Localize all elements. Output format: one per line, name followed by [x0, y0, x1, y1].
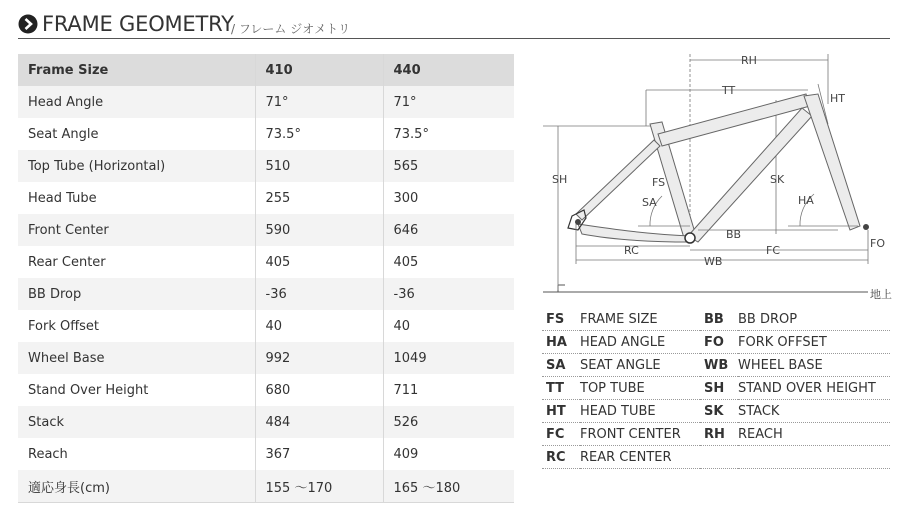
legend-abbr: HA	[542, 331, 580, 354]
legend-name: HEAD ANGLE	[580, 331, 700, 354]
legend-name: STAND OVER HEIGHT	[738, 377, 890, 400]
label-fc: FC	[766, 244, 781, 257]
legend-abbr: BB	[700, 308, 738, 331]
legend-abbr: TT	[542, 377, 580, 400]
legend-name: REAR CENTER	[580, 446, 700, 469]
legend-abbr: SH	[700, 377, 738, 400]
legend-name	[738, 446, 890, 469]
row-label: Head Tube	[18, 182, 255, 214]
cell-value: 409	[383, 438, 514, 470]
legend-name: REACH	[738, 423, 890, 446]
cell-value: 646	[383, 214, 514, 246]
cell-value: 405	[255, 246, 383, 278]
cell-value: 526	[383, 406, 514, 438]
column-header: 440	[383, 54, 514, 86]
legend-abbr: HT	[542, 400, 580, 423]
legend-row	[542, 400, 890, 423]
row-label: Top Tube (Horizontal)	[18, 150, 255, 182]
section-header	[18, 12, 890, 39]
legend-abbr: FC	[542, 423, 580, 446]
fork	[804, 94, 860, 230]
row-label: Reach	[18, 438, 255, 470]
row-label: Stand Over Height	[18, 374, 255, 406]
legend-abbr: WB	[700, 354, 738, 377]
legend-abbr: FO	[700, 331, 738, 354]
column-header: 410	[255, 54, 383, 86]
legend-row	[542, 446, 890, 469]
table-header-row	[18, 54, 514, 86]
legend-name: WHEEL BASE	[738, 354, 890, 377]
legend-name: FRAME SIZE	[580, 308, 700, 331]
label-ha: HA	[798, 194, 814, 207]
table-row	[18, 374, 514, 406]
cell-value: 565	[383, 150, 514, 182]
label-fs: FS	[652, 176, 666, 189]
legend-row	[542, 354, 890, 377]
legend-name: STACK	[738, 400, 890, 423]
legend-name: FRONT CENTER	[580, 423, 700, 446]
cell-value: 71°	[255, 86, 383, 118]
label-tt: TT	[722, 84, 736, 97]
label-ground: 地上	[870, 288, 892, 301]
legend-row	[542, 331, 890, 354]
chain-stay	[578, 224, 690, 242]
label-bb: BB	[726, 228, 742, 241]
row-label: Stack	[18, 406, 255, 438]
frame-geometry-diagram	[538, 44, 894, 302]
cell-value: 484	[255, 406, 383, 438]
label-rh: RH	[741, 54, 757, 67]
row-label: 適応身長(cm)	[18, 470, 255, 503]
label-sh: SH	[552, 173, 568, 186]
cell-value: 680	[255, 374, 383, 406]
chevron-right-circle-icon	[18, 14, 38, 34]
legend-abbr: SA	[542, 354, 580, 377]
cell-value: 711	[383, 374, 514, 406]
table-row	[18, 310, 514, 342]
row-label: BB Drop	[18, 278, 255, 310]
cell-value: -36	[383, 278, 514, 310]
row-label: Front Center	[18, 214, 255, 246]
table-row	[18, 214, 514, 246]
legend-abbr: RC	[542, 446, 580, 469]
legend-name: TOP TUBE	[580, 377, 700, 400]
legend-name: BB DROP	[738, 308, 890, 331]
label-sk: SK	[770, 173, 785, 186]
row-label: Rear Center	[18, 246, 255, 278]
cell-value: 590	[255, 214, 383, 246]
label-rc: RC	[624, 244, 639, 257]
cell-value: 73.5°	[255, 118, 383, 150]
table-row	[18, 342, 514, 374]
legend-name: FORK OFFSET	[738, 331, 890, 354]
table-row	[18, 406, 514, 438]
label-sa: SA	[642, 196, 657, 209]
table-row	[18, 86, 514, 118]
legend-name: SEAT ANGLE	[580, 354, 700, 377]
geometry-table	[18, 54, 514, 503]
row-label: Fork Offset	[18, 310, 255, 342]
table-row	[18, 438, 514, 470]
row-label: Seat Angle	[18, 118, 255, 150]
cell-value: 155 ～170	[255, 470, 383, 503]
row-label: Wheel Base	[18, 342, 255, 374]
cell-value: 405	[383, 246, 514, 278]
cell-value: -36	[255, 278, 383, 310]
table-row	[18, 118, 514, 150]
label-fo: FO	[870, 237, 885, 250]
cell-value: 255	[255, 182, 383, 214]
table-row	[18, 150, 514, 182]
column-header: Frame Size	[18, 54, 255, 86]
cell-value: 300	[383, 182, 514, 214]
table-row	[18, 246, 514, 278]
legend-row	[542, 377, 890, 400]
row-label: Head Angle	[18, 86, 255, 118]
cell-value: 367	[255, 438, 383, 470]
table-row	[18, 470, 514, 503]
table-row	[18, 182, 514, 214]
bb-shell	[685, 233, 695, 243]
cell-value: 510	[255, 150, 383, 182]
legend-abbr: SK	[700, 400, 738, 423]
table-row	[18, 278, 514, 310]
cell-value: 40	[255, 310, 383, 342]
legend-row	[542, 423, 890, 446]
cell-value: 165 ～180	[383, 470, 514, 503]
label-ht: HT	[830, 92, 845, 105]
bike-frame	[576, 94, 860, 242]
abbreviation-legend	[542, 308, 890, 469]
cell-value: 73.5°	[383, 118, 514, 150]
cell-value: 992	[255, 342, 383, 374]
cell-value: 40	[383, 310, 514, 342]
cell-value: 71°	[383, 86, 514, 118]
legend-row	[542, 308, 890, 331]
cell-value: 1049	[383, 342, 514, 374]
legend-abbr: RH	[700, 423, 738, 446]
page-title: FRAME GEOMETRY	[42, 12, 234, 36]
legend-abbr: FS	[542, 308, 580, 331]
label-wb: WB	[704, 255, 723, 268]
legend-name: HEAD TUBE	[580, 400, 700, 423]
page-subtitle: / フレーム ジオメトリ	[231, 22, 351, 36]
legend-abbr	[700, 446, 738, 469]
front-dropout	[863, 224, 869, 230]
